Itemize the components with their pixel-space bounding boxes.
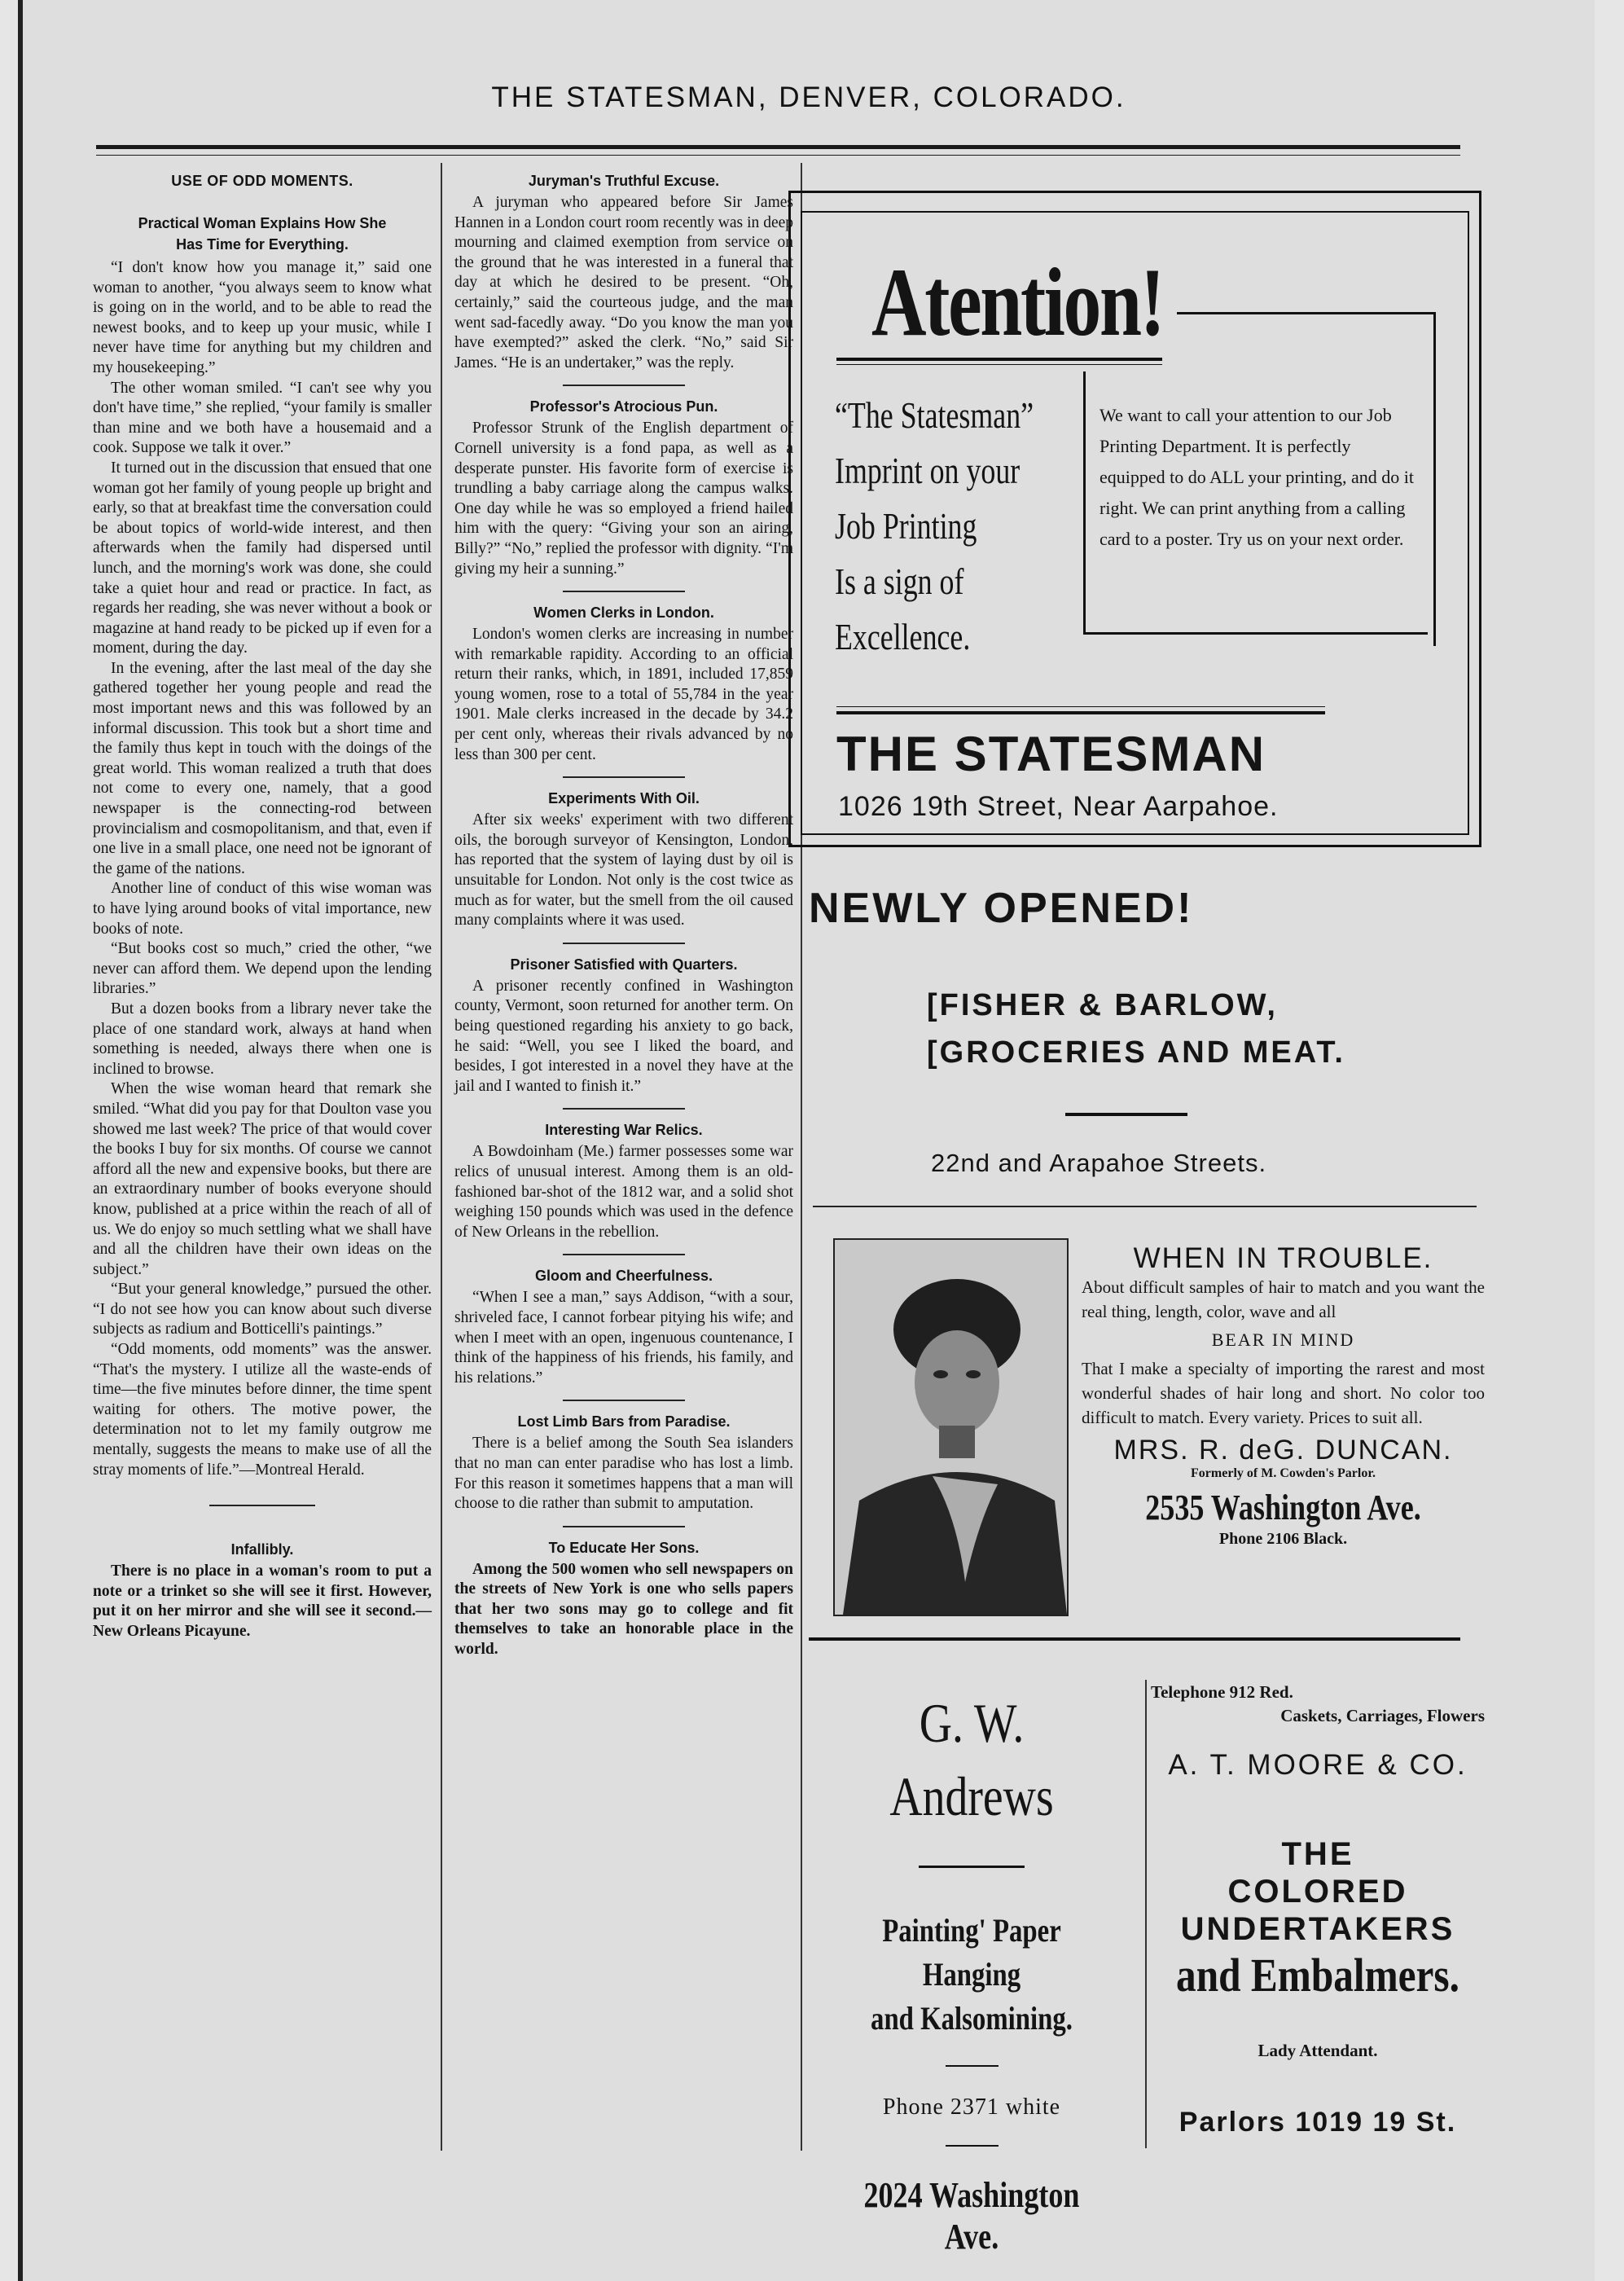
decor-line <box>1433 312 1436 646</box>
ad-divider <box>1145 1680 1147 2148</box>
paragraph: “When I see a man,” says Addison, “with a sour, shriveled face, I cannot forbear pitying his wife; and when I meet with an open, ingenuous countenance, I think of the happiness of his friends, his family, and his relations.” <box>454 1289 793 1387</box>
newspaper-page <box>18 0 1595 2281</box>
article <box>454 602 793 765</box>
separator <box>563 1254 685 1255</box>
paragraph: “Odd moments, odd moments” was the answer. “That's the mystery. I utilize all the waste-ends of time—the five minutes before dinner, the time spent waiting for others. The motive power, the determination not to let my family outgrow me mentally, suggests the means to make use of all the stray moments of life.”—Montreal Herald. <box>93 1341 432 1479</box>
article-title: Interesting War Relics. <box>545 1122 703 1139</box>
paragraph: London's women clerks are increasing in number with remarkable rapidity. According to an official return their ranks, which, in 1891, included 17,859 young women, rose to a total of 55,784 in the year 1901. Male clerks increased in the decade by 34.2 per cent only, whereas their rivals advanced by no less than 300 per cent. <box>454 626 793 763</box>
separator <box>563 1400 685 1401</box>
article-title-infallibly: Infallibly. <box>230 1541 294 1558</box>
ad-inner-border <box>801 211 1469 835</box>
article <box>454 1265 793 1388</box>
decor-line <box>1083 632 1428 635</box>
section-rule <box>813 1206 1477 1207</box>
ad-fisher-line: [GROCERIES AND MEAT. <box>927 1035 1345 1070</box>
paragraph: There is a belief among the South Sea islanders that no man can enter paradise who has lost a limb. For this reason it sometimes happens that a man will choose to die rather than submit to amputation. <box>454 1435 793 1513</box>
separator <box>563 1526 685 1527</box>
paragraph: Professor Strunk of the English department of Cornell university is a fond papa, as well as a desperate punster. His favorite form of exercise is trundling a baby carriage along the campus walks. One day while he was so employed a friend hailed him with the query: “Giving your son an airing, Billy?” “No,” replied the professor with dignity. “I'm giving my heir a sunning.” <box>454 420 793 578</box>
decor-rule <box>836 706 1325 707</box>
separator <box>563 385 685 386</box>
ad-andrews-work: and Kalsomining. <box>871 2000 1073 2037</box>
ad-headline: Atention! <box>871 248 1164 356</box>
article <box>454 170 793 373</box>
ad-business-name: THE STATESMAN <box>836 727 1266 781</box>
article-title: Experiments With Oil. <box>548 790 700 807</box>
article-title-odd-moments: USE OF ODD MOMENTS. <box>171 173 353 189</box>
paragraph: Among the 500 women who sell newspapers on the streets of New York is one who sells papers that her two sons may go to college and fit themselves to take an honorable place in the world. <box>454 1560 793 1659</box>
article <box>454 396 793 579</box>
paragraph: A Bowdoinham (Me.) farmer possesses some war relics of unusual interest. Among them is an old-fashioned bar-shot of the 1812 war, and a solid shot weighing 150 pounds which was used in the defence of New Orleans in the rebellion. <box>454 1143 793 1241</box>
article-title: Women Clerks in London. <box>533 604 714 622</box>
slogan-line: Is a sign of <box>835 560 964 602</box>
decor-line <box>1177 312 1433 314</box>
ad-moore-telephone: Telephone 912 Red. <box>1151 1682 1293 1702</box>
slogan-line: “The Statesman” <box>835 394 1034 436</box>
portrait-illustration <box>835 1240 1067 1615</box>
masthead-rule <box>96 145 1460 149</box>
article-subtitle-line2: Has Time for Everything. <box>176 236 349 253</box>
ad-moore-embalmers: and Embalmers. <box>1176 1949 1459 2002</box>
column-divider-1 <box>441 163 442 2151</box>
ad-duncan-name: MRS. R. deG. DUNCAN. <box>1113 1435 1453 1466</box>
decor-rule <box>836 364 1162 365</box>
decor-rule <box>836 711 1325 714</box>
article <box>454 954 793 1097</box>
paragraph: Another line of conduct of this wise woman was to have lying around books of vital importance, new books of note. <box>93 880 432 938</box>
ad-duncan <box>1082 1242 1485 1549</box>
paragraph: A prisoner recently confined in Washington county, Vermont, soon returned for another term. On being questioned regarding his anxiety to go back, he said: “Well, you see I liked the board, and besides, I got interested in a novel they have at the jail and I wanted to finish it.” <box>454 977 793 1095</box>
ad-moore-lady: Lady Attendant. <box>1258 2041 1378 2060</box>
paragraph: In the evening, after the last meal of the day she gathered together her young people and read the most important news and this was followed by an informal discussion. This took but a short time and the family thus kept in touch with the doings of the great world. This woman realized a truth that does not come to every one, namely, that a good newspaper is the connecting-rod between provincialism and cosmopolitanism, and that, even if one live in a small place, one need not be ignorant of the game of the nations. <box>93 659 432 877</box>
ad-slogan <box>835 388 1038 665</box>
paragraph: “I don't know how you manage it,” said one woman to another, “you always seem to know what is going on in the world, and to be able to read the newest books, and to keep up your music, while I never have time for anything but my children and my housekeeping.” <box>93 259 432 376</box>
paragraph: It turned out in the discussion that ensued that one woman got her family of young people up bright and early, so that at breakfast time the conversation could be about topics of world-wide interest, and then afterwards when the family had dispersed until lunch, and the morning's work was done, she could take a quiet hour and read or practice. In fact, as regards her reading, she was never without a book or magazine at hand ready to be picked up if even for a moment, during the day. <box>93 459 432 657</box>
paragraph: The other woman smiled. “I can't see why you don't have time,” she replied, “your family is smaller than mine and we both have a housemaid and a cook. Suppose we talk it over.” <box>93 379 432 457</box>
ad-duncan-text: That I make a specialty of importing the rarest and most wonderful shades of hair long and short. No color too difficult to match. Every variety. Prices to suit all. <box>1082 1359 1485 1427</box>
ad-andrews-phone: Phone 2371 white <box>882 2094 1061 2120</box>
portrait-photo <box>833 1238 1069 1616</box>
paragraph: When the wise woman heard that remark she smiled. “What did you pay for that Doulton vase you showed me last week? The price of that would cover the books I buy for six months. Of course we cannot afford all the new and expensive books, but there are an extraordinary number of books everyone should know, published at a price within the reach of all of us. We do enjoy so much settling what we shall have and all the children have their own ideas on the subject.” <box>93 1080 432 1278</box>
ad-moore-services: Caskets, Carriages, Flowers <box>1280 1706 1485 1725</box>
ad-body-text: We want to call your attention to our Job Printing Department. It is perfectly equipped to do ALL your printing, and do it right. We can print anything from a calling card to a poster. Try us on your next order. <box>1099 405 1414 549</box>
ad-andrews <box>805 1686 1139 2257</box>
separator <box>1065 1113 1187 1116</box>
ad-moore <box>1151 1682 1485 2138</box>
paragraph: “But books cost so much,” cried the other, “we never can afford them. We depend upon the lending libraries.” <box>93 940 432 998</box>
separator <box>919 1866 1025 1868</box>
article-title: Juryman's Truthful Excuse. <box>528 173 720 189</box>
article-title: Professor's Atrocious Pun. <box>529 398 718 415</box>
article <box>454 788 793 931</box>
ad-duncan-bear: BEAR IN MIND <box>1211 1329 1355 1350</box>
article <box>454 1411 793 1514</box>
article-subtitle-line1: Practical Woman Explains How She <box>138 215 387 231</box>
ad-fisher-name <box>927 982 1497 1076</box>
ad-duncan-formerly: Formerly of M. Cowden's Parlor. <box>1191 1466 1376 1480</box>
ad-andrews-work: Painting' Paper Hanging <box>882 1912 1061 1993</box>
separator <box>209 1505 315 1506</box>
masthead: THE STATESMAN, DENVER, COLORADO. <box>491 81 1126 113</box>
article-title: Gloom and Cheerfulness. <box>534 1268 713 1285</box>
ad-duncan-phone: Phone 2106 Black. <box>1218 1530 1348 1548</box>
column-1 <box>93 167 432 1642</box>
ad-moore-parlors: Parlors 1019 19 St. <box>1178 2107 1457 2138</box>
slogan-line: Imprint on your <box>835 450 1020 491</box>
ad-fisher-headline: NEWLY OPENED! <box>809 885 1194 932</box>
paragraph: After six weeks' experiment with two different oils, the borough surveyor of Kensington, London, has reported that the system of laying dust by oil is unsuitable for London. Not only is the cost twice as much as for water, but the smell from the oil caused many complaints where it was used. <box>454 811 793 930</box>
ad-statesman-printing <box>788 191 1481 847</box>
article-title: Prisoner Satisfied with Quarters. <box>510 956 738 973</box>
ad-duncan-headline: WHEN IN TROUBLE. <box>1133 1242 1433 1274</box>
ad-andrews-name: G. W. Andrews <box>889 1692 1054 1827</box>
tagline-line: COLORED <box>1227 1874 1408 1910</box>
tagline-line: THE <box>1281 1836 1354 1872</box>
article <box>454 1537 793 1660</box>
article-title: Lost Limb Bars from Paradise. <box>517 1413 731 1431</box>
ad-duncan-text: About difficult samples of hair to match and you want the real thing, length, color, wave and all <box>1082 1277 1485 1321</box>
ad-andrews-address: 2024 Washington Ave. <box>863 2175 1080 2257</box>
ad-address: 1026 19th Street, Near Aarpahoe. <box>838 791 1279 822</box>
ad-duncan-address: 2535 Washington Ave. <box>1145 1488 1421 1527</box>
separator <box>563 943 685 944</box>
ad-fisher-line: [FISHER & BARLOW, <box>927 988 1278 1022</box>
separator <box>563 776 685 778</box>
tagline-line: UNDERTAKERS <box>1180 1911 1455 1947</box>
section-rule <box>809 1637 1460 1641</box>
paragraph: There is no place in a woman's room to put a note or a trinket so she will see it first. However, put it on her mirror and she will see it second.—New Orleans Picayune. <box>93 1562 432 1640</box>
separator <box>946 2065 999 2067</box>
decor-rule <box>836 358 1162 361</box>
ad-fisher-address: 22nd and Arapahoe Streets. <box>931 1149 1267 1177</box>
article <box>454 1119 793 1242</box>
ad-moore-name: A. T. MOORE & CO. <box>1168 1749 1468 1781</box>
slogan-line: Job Printing <box>835 505 977 547</box>
paragraph: A juryman who appeared before Sir James Hannen in a London court room recently was in deep mourning and claimed exemption from service on the ground that he was interested in a funeral that day at which he desired to be present. “Oh, certainly,” said the courteous judge, and the man went sad-facedly away. “Do you know the man you have exempted?” asked the clerk. “No,” said Sir James. “He is an undertaker,” was the reply. <box>454 194 793 371</box>
paragraph: But a dozen books from a library never take the place of one standard work, always at hand when something is needed, always there when one is inclined to browse. <box>93 1000 432 1078</box>
article-title: To Educate Her Sons. <box>548 1539 700 1556</box>
ad-moore-tagline <box>1151 1835 1485 1948</box>
masthead-rule-thin <box>96 155 1460 156</box>
paragraph: “But your general knowledge,” pursued the other. “I do not see how you can know about such diverse subjects as radium and Botticelli's paintings.” <box>93 1281 432 1338</box>
separator <box>563 1108 685 1110</box>
slogan-line: Excellence. <box>835 616 971 657</box>
separator <box>946 2145 999 2147</box>
column-2 <box>454 167 793 1664</box>
separator <box>563 591 685 592</box>
